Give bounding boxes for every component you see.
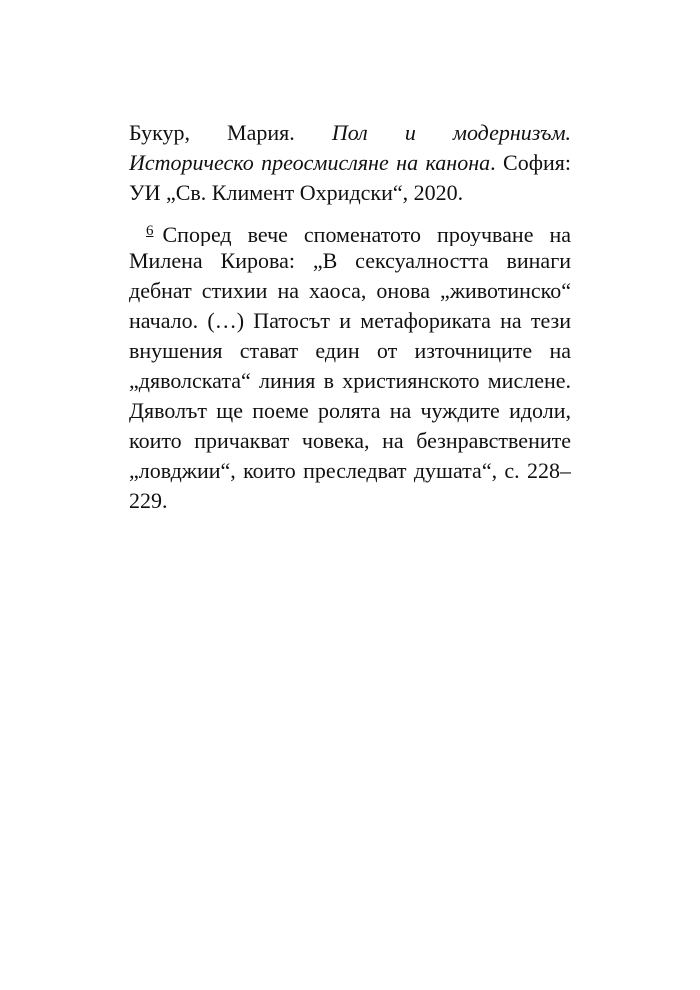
footnote-line-2: Милена Кирова: „В сексуалността винаги xyxy=(129,248,571,273)
footnote-line-4: начало. (…) Патосът и метафориката на тези xyxy=(129,308,571,333)
bibliography-title-part-1: Пол и модернизъм. xyxy=(331,120,571,145)
paragraph-gap xyxy=(129,208,571,216)
footnote-line-1 xyxy=(129,216,571,246)
bibliography-place: . София: xyxy=(490,150,571,175)
bibliography-line-1 xyxy=(129,118,571,148)
footnote-line-3: дебнат стихии на хаоса, онова „животинско“ xyxy=(129,278,571,303)
footnote-line-6: „дяволската“ линия в християнското мислене. xyxy=(129,368,571,393)
bibliography-author: Букур, Мария. xyxy=(129,120,295,145)
footnote-line-10: 229. xyxy=(129,488,168,513)
footnote-line-1-text: Според вече споменатото проучване на xyxy=(162,222,571,246)
footnote-marker: 6 xyxy=(146,223,154,239)
bibliography-title-part-2: Историческо преосмисляне на канона xyxy=(129,150,491,175)
footnote-line-5: внушения стават един от източниците на xyxy=(129,338,571,363)
page-text xyxy=(129,118,571,516)
bibliography-line-3: УИ „Св. Климент Охридски“, 2020. xyxy=(129,180,464,205)
bibliography-line-2 xyxy=(129,148,571,178)
footnote-line-9: „ловджии“, които преследват душата“, с. 228– xyxy=(129,458,571,483)
footnote-line-7: Дяволът ще поеме ролята на чуждите идоли, xyxy=(129,398,571,423)
footnote-line-8: които причакват човека, на безнравствените xyxy=(129,428,571,453)
